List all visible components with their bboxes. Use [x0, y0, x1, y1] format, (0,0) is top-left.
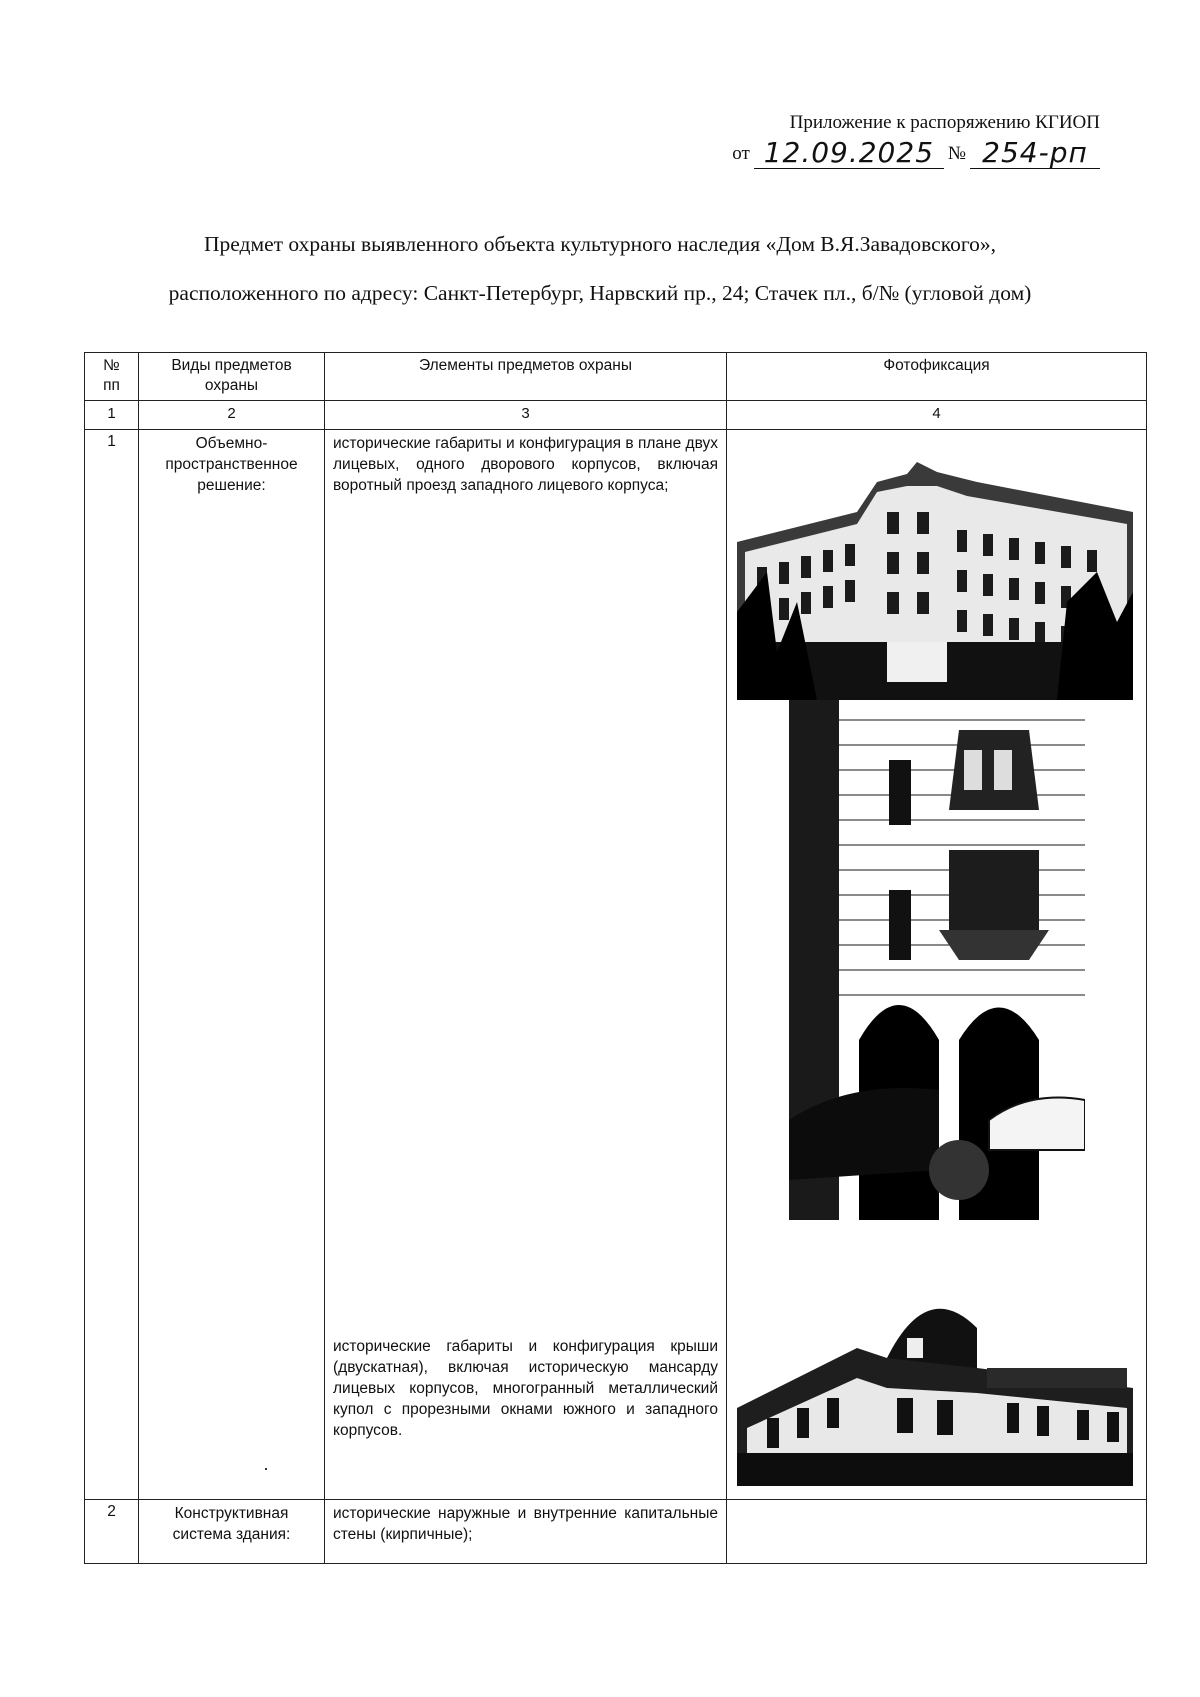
row-number: 2	[85, 1500, 139, 1564]
photo-cell	[727, 430, 1147, 1500]
number-label: №	[947, 143, 966, 164]
handwritten-number: 254-рп	[970, 138, 1100, 169]
title-line-1: Предмет охраны выявленного объекта культурного наследия «Дом В.Я.Завадовского»,	[204, 232, 996, 256]
row-elements: исторические наружные и внутренние капитальные стены (кирпичные);	[325, 1500, 727, 1564]
header-num: № пп	[85, 353, 139, 401]
column-number: 4	[727, 401, 1147, 430]
row-number: 1	[85, 430, 139, 1500]
column-number-row	[85, 401, 1147, 430]
element-text: исторические габариты и конфигурация крыши (двускатная), включая историческую мансарду лицевых корпусов, многогранный металлический купол с прорезными окнами южного и западного корпусов.	[333, 1338, 718, 1439]
element-text: исторические габариты и конфигурация в плане двух лицевых, одного дворового корпусов, включая воротный проезд западного лицевого корпуса;	[333, 435, 718, 494]
appendix-reference	[732, 138, 1100, 169]
protection-table	[84, 352, 1147, 1564]
stray-mark	[265, 1468, 267, 1470]
handwritten-date: 12.09.2025	[754, 138, 944, 169]
row-type: Конструктивная система здания:	[139, 1500, 325, 1564]
header-photo: Фотофиксация	[727, 353, 1147, 401]
photo-cell-empty	[727, 1500, 1147, 1564]
column-number: 1	[85, 401, 139, 430]
appendix-title: Приложение к распоряжению КГИОП	[789, 112, 1100, 133]
photo-corner-building	[737, 452, 1133, 700]
table-header-row	[85, 353, 1147, 401]
photo-bay-window-arches	[789, 700, 1085, 1220]
header-elements: Элементы предметов охраны	[325, 353, 727, 401]
document-title	[60, 220, 1140, 318]
table-row	[85, 1500, 1147, 1564]
column-number: 2	[139, 401, 325, 430]
column-number: 3	[325, 401, 727, 430]
row-elements	[325, 430, 727, 1500]
title-line-2: расположенного по адресу: Санкт-Петербург, Нарвский пр., 24; Стачек пл., б/№ (угловой дом)	[168, 281, 1032, 305]
photo-roof-dome	[737, 1278, 1133, 1486]
table-row	[85, 430, 1147, 1500]
from-label: от	[732, 143, 750, 164]
appendix-header	[540, 108, 1100, 169]
row-type: Объемно-пространственное решение:	[139, 430, 325, 1500]
header-types: Виды предметов охраны	[139, 353, 325, 401]
